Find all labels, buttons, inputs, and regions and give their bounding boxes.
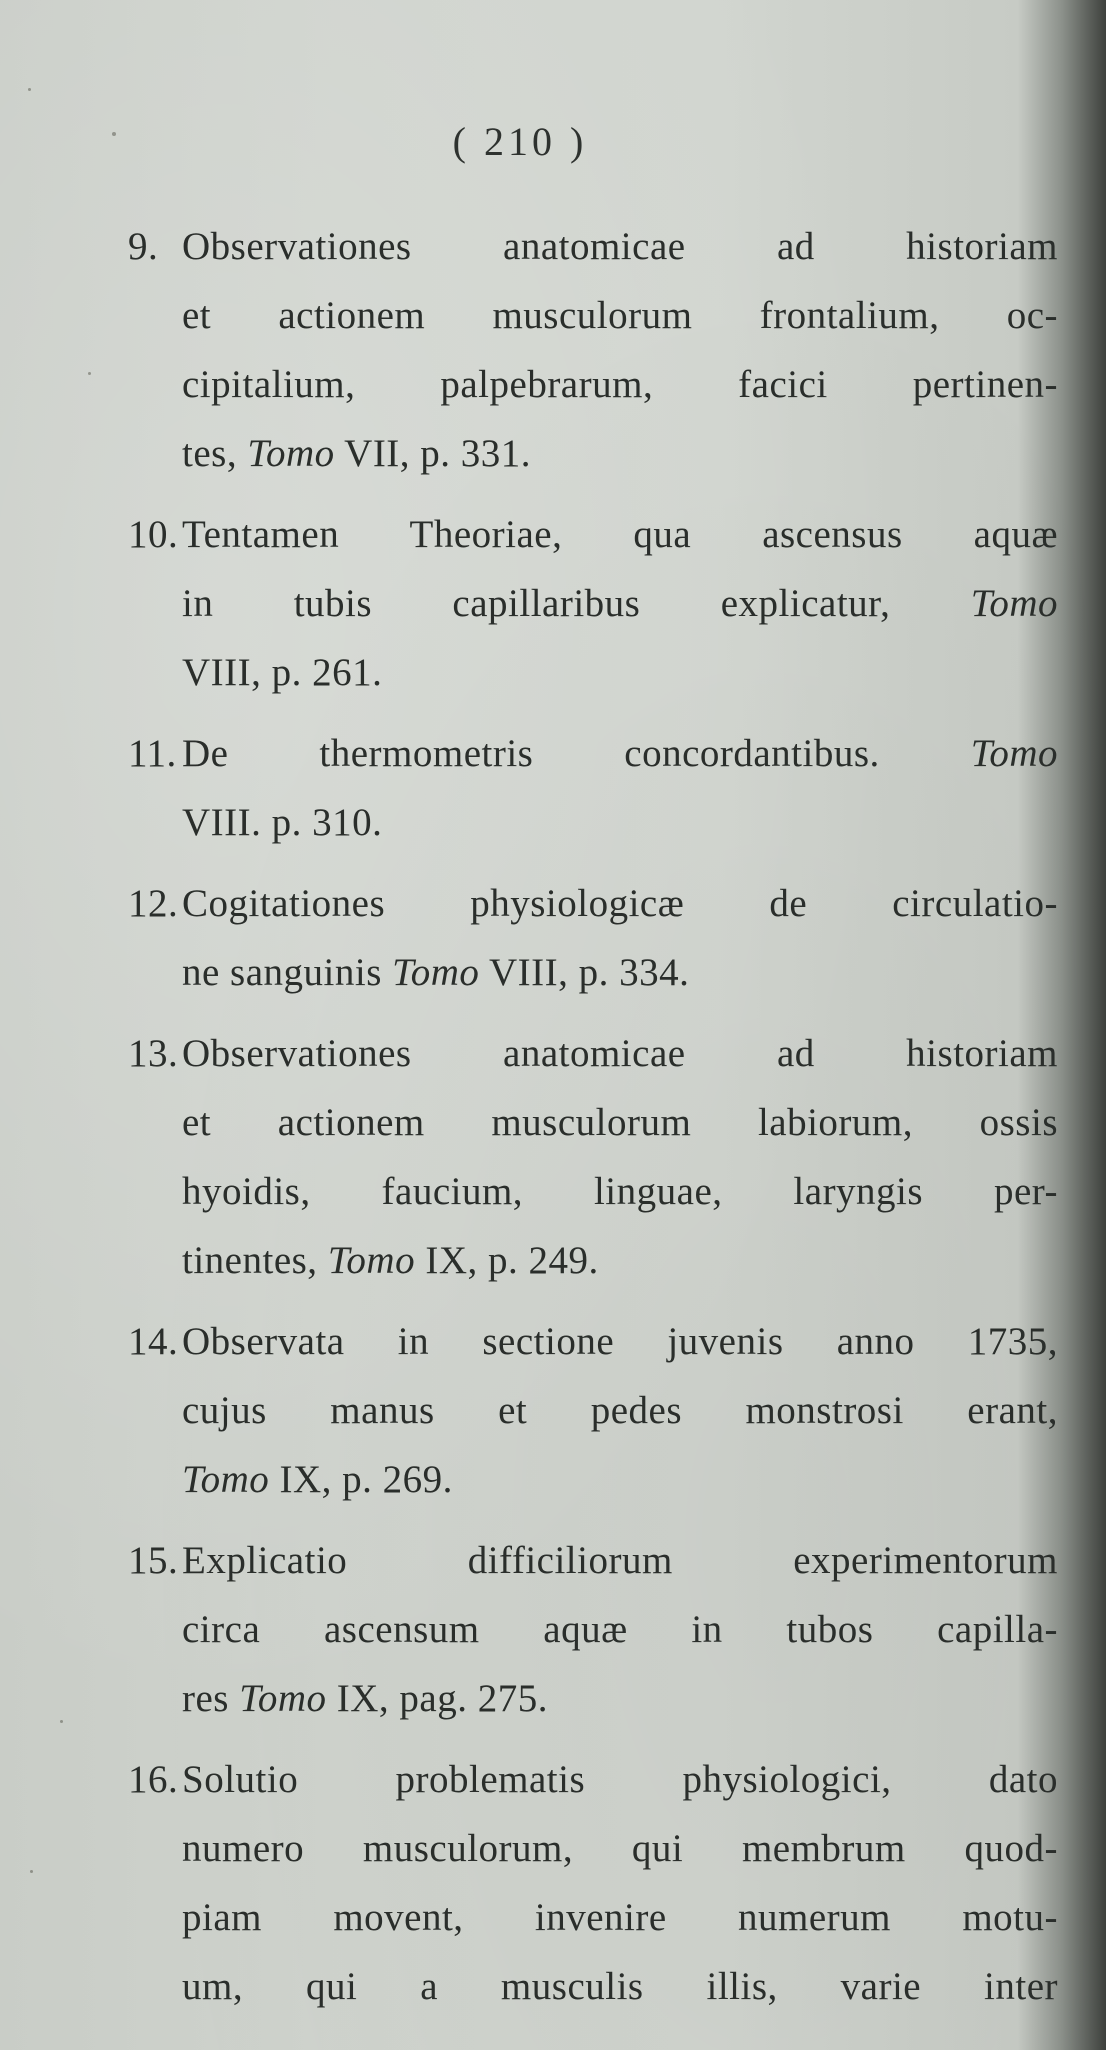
- entry-number: 15.: [128, 1539, 179, 1582]
- bibliography-list: [128, 212, 1058, 2033]
- entry-line: [128, 1019, 1058, 1088]
- entry-number: 11.: [128, 732, 177, 775]
- entry-line: [182, 419, 1058, 488]
- entry-text: Explicatio difficiliorum experimentorum: [182, 1539, 1058, 1582]
- entry-13: [128, 1019, 1058, 1295]
- entry-text: De thermometris concordantibus.: [182, 732, 971, 775]
- entry-line: VIII. p. 310.: [182, 801, 383, 844]
- ink-speck: [60, 1720, 63, 1723]
- tomo-label: Tomo: [970, 582, 1058, 625]
- entry-line: [128, 869, 1058, 938]
- tomo-label: Tomo: [247, 432, 335, 475]
- entry-line: [128, 212, 1058, 281]
- tomo-label: Tomo: [182, 1458, 270, 1501]
- tomo-label: Tomo: [239, 1677, 327, 1720]
- tomo-label: Tomo: [327, 1239, 416, 1282]
- entry-text: Observationes anatomicae ad historiam: [182, 1032, 1058, 1075]
- entry-line: [128, 1745, 1058, 1814]
- entry-number: 9.: [128, 225, 159, 268]
- entry-text: Tentamen Theoriae, qua ascensus aquæ: [182, 513, 1058, 556]
- entry-number: 16.: [128, 1758, 179, 1801]
- ink-speck: [88, 372, 91, 375]
- entry-15: [128, 1526, 1058, 1733]
- entry-line: um, qui a musculis illis, varie inter: [182, 1965, 1058, 2008]
- entry-line: cujus manus et pedes monstrosi erant,: [182, 1389, 1058, 1432]
- entry-text: Cogitationes physiologicæ de circulatio-: [182, 882, 1058, 925]
- entry-line: [182, 938, 1058, 1007]
- entry-line: cipitalium, palpebrarum, facici pertinen-: [182, 363, 1058, 406]
- entry-text: in tubis capillaribus explicatur,: [182, 582, 971, 625]
- page-number: ( 210 ): [452, 119, 588, 164]
- entry-line: [182, 1226, 1058, 1295]
- entry-line: circa ascensum aquæ in tubos capilla-: [182, 1608, 1058, 1651]
- entry-line: [182, 1664, 1058, 1733]
- entry-text: VII, p. 331.: [334, 432, 532, 475]
- entry-number: 14.: [128, 1320, 179, 1363]
- entry-number: 13.: [128, 1032, 179, 1075]
- entry-text: Observationes anatomicae ad historiam: [182, 225, 1058, 268]
- entry-line: VIII, p. 261.: [182, 651, 383, 694]
- entry-text: IX, p. 249.: [415, 1239, 599, 1282]
- entry-line: [128, 500, 1058, 569]
- entry-line: [128, 1526, 1058, 1595]
- entry-text: tinentes,: [182, 1239, 328, 1282]
- entry-text: IX, p. 269.: [269, 1458, 453, 1501]
- ink-speck: [28, 88, 31, 91]
- ink-speck: [30, 1870, 33, 1873]
- entry-line: [182, 1445, 1058, 1514]
- entry-line: numero musculorum, qui membrum quod-: [182, 1827, 1058, 1870]
- entry-line: piam movent, invenire numerum motu-: [182, 1896, 1058, 1939]
- entry-number: 10.: [128, 513, 179, 556]
- entry-text: IX, pag. 275.: [326, 1677, 548, 1720]
- entry-9: [128, 212, 1058, 488]
- entry-16: [128, 1745, 1058, 2021]
- entry-line: et actionem musculorum labiorum, ossis: [182, 1101, 1058, 1144]
- entry-11: [128, 719, 1058, 857]
- entry-line: hyoidis, faucium, linguae, laryngis per-: [182, 1170, 1058, 1213]
- entry-14: [128, 1307, 1058, 1514]
- entry-line: et actionem musculorum frontalium, oc-: [182, 294, 1058, 337]
- tomo-label: Tomo: [970, 732, 1058, 775]
- entry-line: [128, 719, 1058, 788]
- entry-10: [128, 500, 1058, 707]
- tomo-label: Tomo: [392, 951, 480, 994]
- entry-text: Solutio problematis physiologici, dato: [182, 1758, 1058, 1801]
- entry-line: [182, 569, 1058, 638]
- entry-line: [128, 1307, 1058, 1376]
- entry-text: tes,: [182, 432, 248, 475]
- entry-text: ne sanguinis: [182, 951, 393, 994]
- entry-text: Observata in sectione juvenis anno 1735,: [182, 1320, 1058, 1363]
- entry-number: 12.: [128, 882, 179, 925]
- entry-12: [128, 869, 1058, 1007]
- entry-text: VIII, p. 334.: [479, 951, 690, 994]
- entry-text: res: [182, 1677, 240, 1720]
